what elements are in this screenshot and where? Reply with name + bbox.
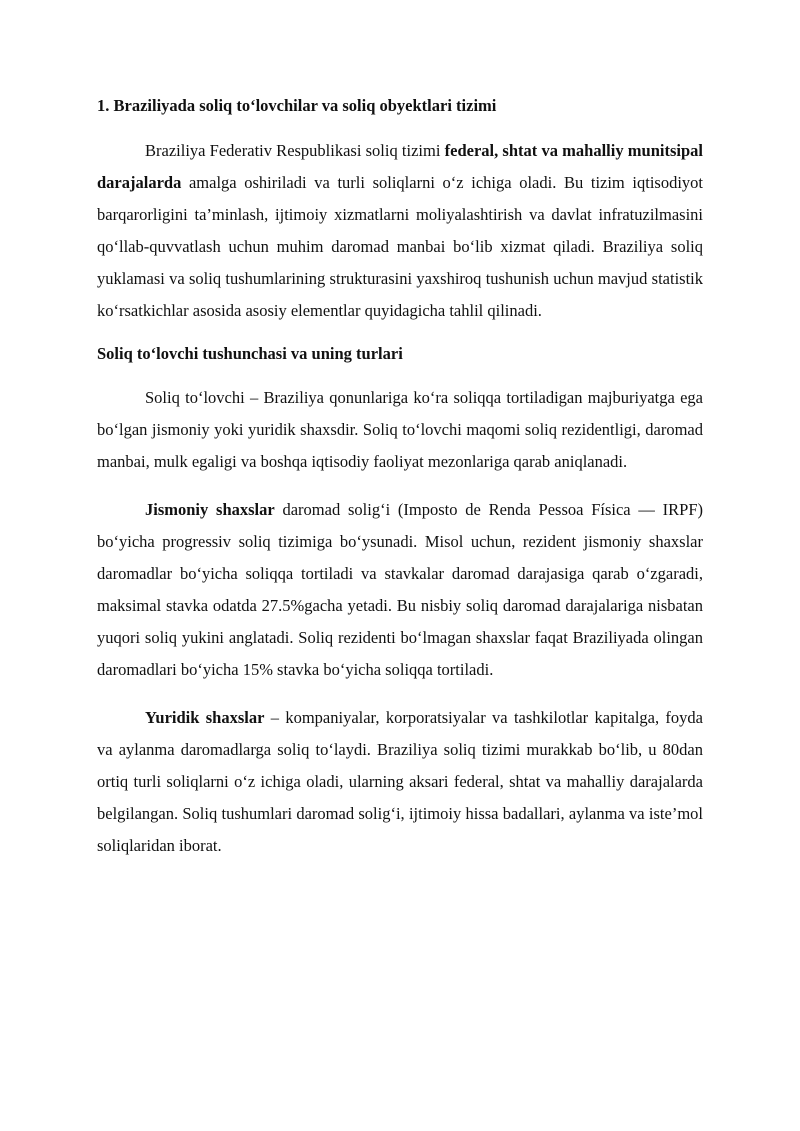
intro-paragraph: [97, 135, 703, 327]
individuals-paragraph: [97, 494, 703, 686]
legal-entities-term: Yuridik shaxslar: [145, 708, 265, 727]
intro-bold-phrase: federal, shtat va mahalliy munitsipal darajalarda: [97, 141, 703, 192]
individuals-text: daromad solig‘i (Imposto de Renda Pessoa Física — IRPF) bo‘yicha progressiv soliq tizimiga bo‘ysunadi. Misol uchun, rezident jismoniy shaxslar daromadlar bo‘yicha soliqqa tortiladi va stavkalar daromad darajasiga qarab o‘zgaradi, maksimal stavka odatda 27.5%gacha yetadi. Bu nisbiy soliq daromad darajalariga nisbatan yuqori soliq yukini anglatadi. Soliq rezidenti bo‘lmagan shaxslar faqat Braziliyada olingan daromadlari bo‘yicha 15% stavka bo‘yicha soliqqa tortiladi.: [97, 500, 703, 679]
legal-entities-text: – kompaniyalar, korporatsiyalar va tashkilotlar kapitalga, foyda va aylanma daromadlarga soliq to‘laydi. Braziliya soliq tizimi murakkab bo‘lib, u 80dan ortiq turli soliqlarni o‘z ichiga oladi, ularning aksari federal, shtat va mahalliy darajalarda belgilangan. Soliq tushumlari daromad solig‘i, ijtimoiy hissa badallari, aylanma va iste’mol soliqlaridan iborat.: [97, 708, 703, 855]
intro-text-end: amalga oshiriladi va turli soliqlarni o‘z ichiga oladi. Bu tizim iqtisodiyot barqarorligini ta’minlash, ijtimoiy xizmatlarni moliyalashtirish va davlat infratuzilmasini qo‘llab-quvvatlash uchun muhim daromad manbai bo‘lib xizmat qiladi. Braziliya soliq yuklamasi va soliq tushumlarining strukturasini yaxshiroq tushunish uchun mavjud statistik ko‘rsatkichlar asosida asosiy elementlar quyidagicha tahlil qilinadi.: [97, 173, 703, 320]
document-page: [97, 90, 703, 862]
intro-text-start: Braziliya Federativ Respublikasi soliq tizimi: [145, 141, 445, 160]
legal-entities-paragraph: [97, 702, 703, 862]
section-heading: 1. Braziliyada soliq to‘lovchilar va soliq obyektlari tizimi: [97, 96, 497, 115]
individuals-term: Jismoniy shaxslar: [145, 500, 275, 519]
taxpayer-definition-paragraph: Soliq to‘lovchi – Braziliya qonunlariga ko‘ra soliqqa tortiladigan majburiyatga ega bo‘lgan jismoniy yoki yuridik shaxsdir. Soliq to‘lovchi maqomi soliq rezidentligi, daromad manbai, mulk egaligi va boshqa iqtisodiy faoliyat mezonlariga qarab aniqlanadi.: [97, 388, 703, 471]
subsection-heading: Soliq to‘lovchi tushunchasi va uning turlari: [97, 344, 403, 363]
